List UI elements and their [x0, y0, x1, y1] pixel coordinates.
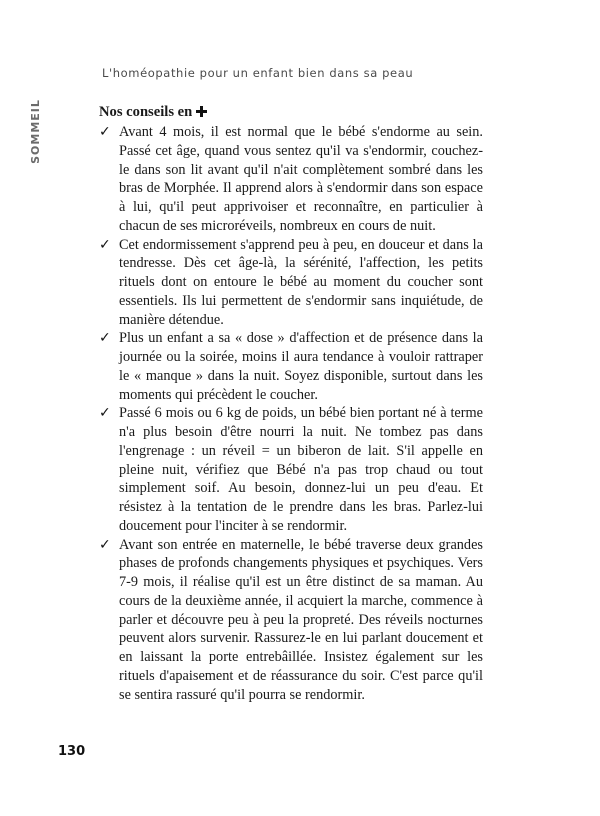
list-item [99, 123, 483, 236]
main-content [99, 102, 483, 704]
side-tab [26, 96, 44, 166]
list-item [99, 329, 483, 404]
list-item [99, 236, 483, 330]
list-item-text: Cet endormissement s'apprend peu à peu, en douceur et dans la tendresse. Dès cet âge-là, la sérénité, l'affection, les petits rituels dont on entoure le bébé au moment du coucher sont essentiels. Ils lui permettent de s'endormir sans inquiétude, de manière détendue. [119, 236, 483, 328]
list-item-text: Plus un enfant a sa « dose » d'affection et de présence dans la journée ou la soirée, moins il aura tendance à vouloir rattraper le « manque » dans la nuit. Soyez disponible, surtout dans les moments qui précèdent le coucher. [119, 330, 483, 403]
list-item-text: Avant son entrée en maternelle, le bébé traverse deux grandes phases de profonds changements physiques et psychiques. Vers 7-9 mois, il réalise qu'il est un être distinct de sa maman. Au cours de la deuxième année, il acquiert la marche, commence à parler et découvre peu à peu la propreté. Des réveils nocturnes peuvent alors survenir. Rassurez-le en lui parlant doucement et en laissant la porte entrebâillée. Insistez également sur les rituels d'apaisement et de réassurance du soir. C'est parce qu'il se sentira rassuré qu'il pourra se rendormir. [119, 536, 483, 703]
list-item [99, 404, 483, 535]
tips-list [99, 123, 483, 704]
page-number: 130 [58, 744, 86, 759]
running-header: L'homéopathie pour un enfant bien dans sa peau [102, 66, 414, 80]
plus-icon [196, 106, 207, 117]
check-icon: ✓ [99, 536, 111, 553]
check-icon: ✓ [99, 236, 111, 253]
list-item-text: Passé 6 mois ou 6 kg de poids, un bébé bien portant né à terme n'a plus besoin d'être nourri la nuit. Ne tombez pas dans l'engrenage : un réveil = un biberon de lait. S'il appelle en pleine nuit, vérifiez que Bébé n'a pas trop chaud ou tout simplement soif. Au besoin, donnez-lui un peu d'eau. Et résistez à la tentation de le prendre dans les bras. Parlez-lui doucement pour l'inciter à se rendormir. [119, 405, 483, 534]
list-item-text: Avant 4 mois, il est normal que le bébé s'endorme au sein. Passé cet âge, quand vous sentez qu'il va s'endormir, couchez-le dans son lit avant qu'il n'ait complètement sombré dans les bras de Morphée. Il apprend alors à s'endormir dans son espace à lui, qu'il peut apprivoiser et reconnaître, en particulier à chacun de ses microréveils, nombreux en cours de nuit. [119, 124, 483, 234]
section-title [99, 102, 483, 122]
list-item [99, 536, 483, 705]
side-tab-label: SOMMEIL [28, 98, 42, 164]
check-icon: ✓ [99, 124, 111, 140]
check-icon: ✓ [99, 330, 111, 347]
check-icon: ✓ [99, 405, 111, 422]
section-title-text: Nos conseils en [99, 104, 193, 120]
